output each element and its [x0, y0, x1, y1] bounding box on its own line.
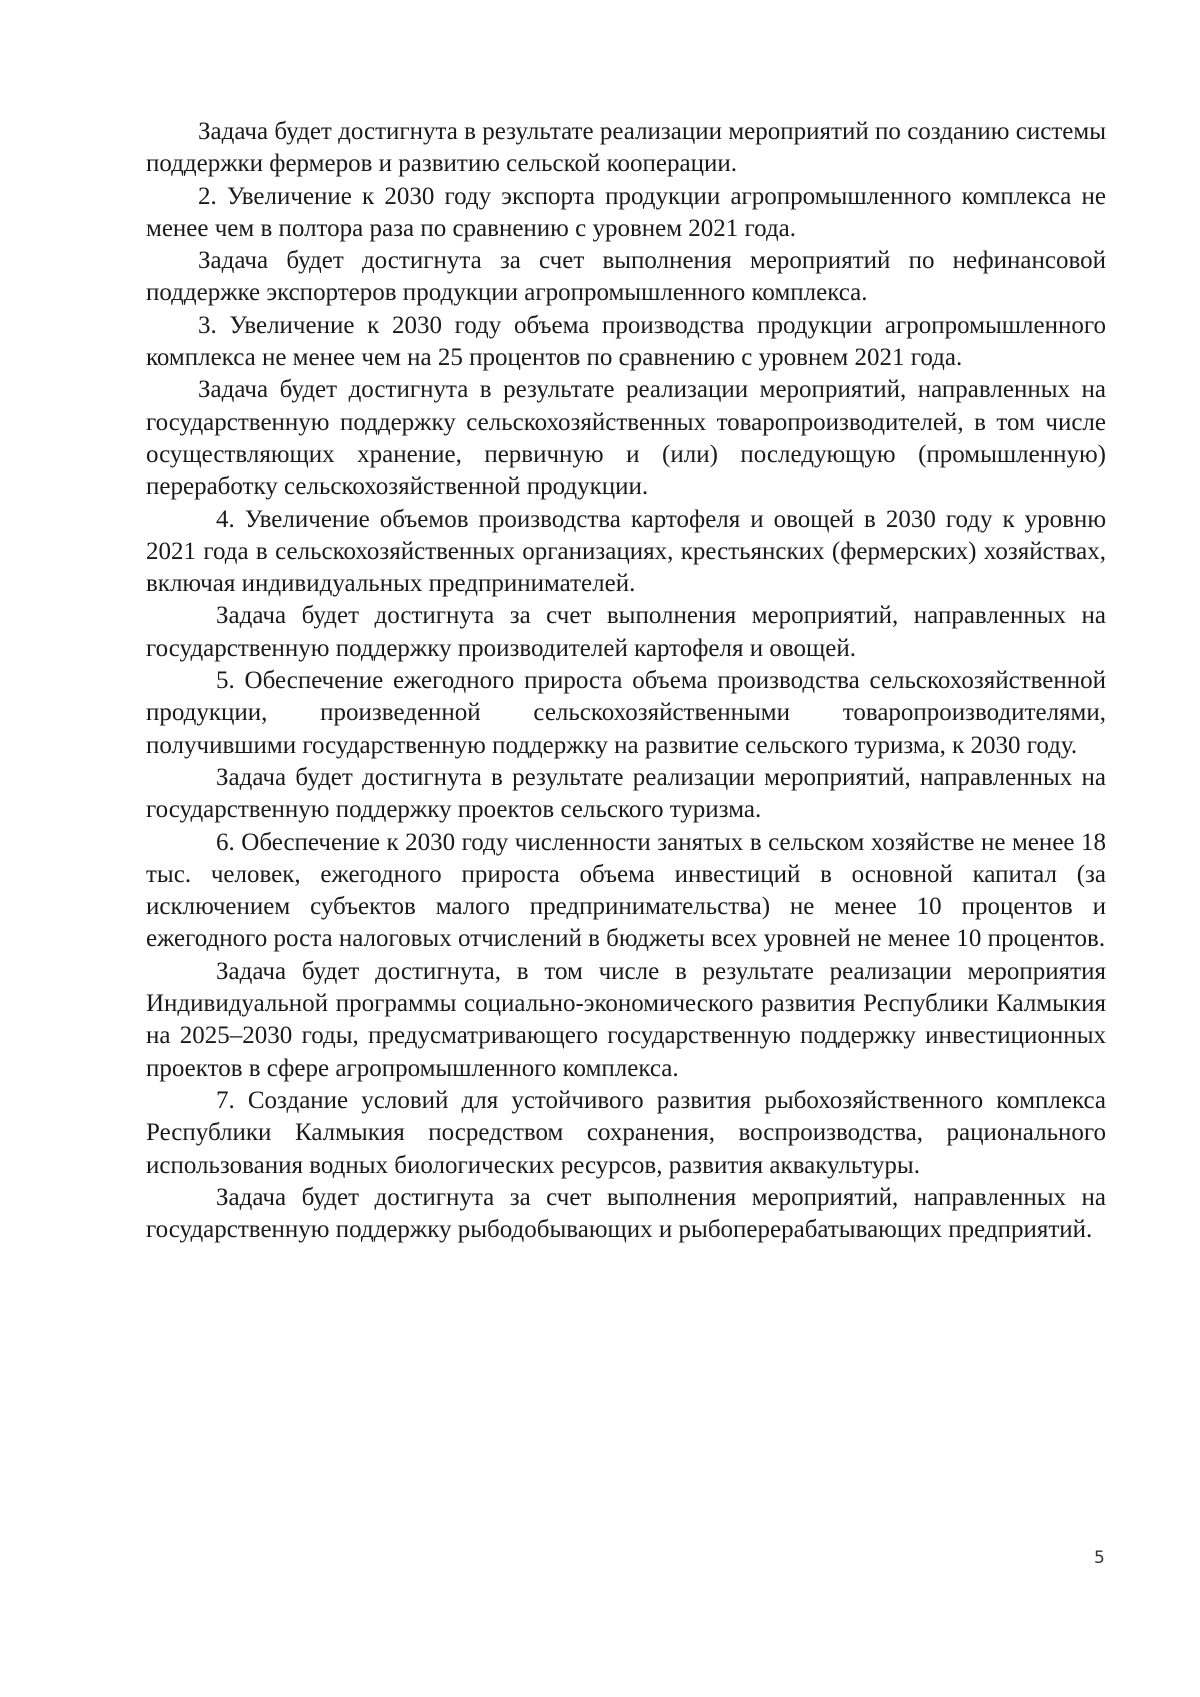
paragraph-2: 2. Увеличение к 2030 году экспорта продукции агропромышленного комплекса не менее чем в полтора раза по сравнению с уровнем 2021 года. [146, 182, 1106, 242]
page-number: 5 [1094, 1548, 1105, 1568]
paragraph-8: 5. Обеспечение ежегодного прироста объема производства сельскохозяйственной продукции, произведенной сельскохозяйственными товаропроизводителями, получившими государственную поддержку на развитие сельского туризма, к 2030 году. [146, 667, 1106, 759]
paragraph-11: Задача будет достигнута, в том числе в результате реализации мероприятия Индивидуальной программы социально-экономического развития Республики Калмыкия на 2025–2030 годы, предусматривающего государственную поддержку инвестиционных проектов в сфере агропромышленного комплекса. [146, 957, 1106, 1082]
paragraph-6: 4. Увеличение объемов производства картофеля и овощей в 2030 году к уровню 2021 года в сельскохозяйственных организациях, крестьянских (фермерских) хозяйствах, включая индивидуальных предпринимателей. [146, 505, 1106, 598]
paragraph-12: 7. Создание условий для устойчивого развития рыбохозяйственного комплекса Республики Калмыкия посредством сохранения, воспроизводства, рационального использования водных биологических ресурсов, развития аквакультуры. [146, 1086, 1106, 1179]
paragraph-5: Задача будет достигнута в результате реализации мероприятий, направленных на государственную поддержку сельскохозяйственных товаропроизводителей, в том числе осуществляющих хранение, первичную и (или) последующую (промышленную) переработку сельскохозяйственной продукции. [146, 376, 1106, 501]
paragraph-13: Задача будет достигнута за счет выполнения мероприятий, направленных на государственную поддержку рыбодобывающих и рыбоперерабатывающих предприятий. [146, 1183, 1106, 1244]
paragraph-4: 3. Увеличение к 2030 году объема производства продукции агропромышленного комплекса не менее чем на 25 процентов по сравнению с уровнем 2021 года. [146, 311, 1106, 372]
paragraph-7: Задача будет достигнута за счет выполнения мероприятий, направленных на государственную поддержку производителей картофеля и овощей. [146, 602, 1106, 662]
paragraph-10: 6. Обеспечение к 2030 году численности занятых в сельском хозяйстве не менее 18 тыс. человек, ежегодного прироста объема инвестиций в основной капитал (за исключением субъектов малого предпринимательства) не менее 10 процентов и ежегодного роста налоговых отчислений в бюджеты всех уровней не менее 10 процентов. [146, 828, 1106, 953]
paragraph-1: Задача будет достигнута в результате реализации мероприятий по созданию системы поддержки фермеров и развитию сельской кооперации. [146, 118, 1106, 178]
document-page [146, 116, 1106, 1246]
paragraph-9: Задача будет достигнута в результате реализации мероприятий, направленных на государственную поддержку проектов сельского туризма. [146, 763, 1106, 824]
paragraph-3: Задача будет достигнута за счет выполнения мероприятий по нефинансовой поддержке экспортеров продукции агропромышленного комплекса. [146, 247, 1106, 307]
